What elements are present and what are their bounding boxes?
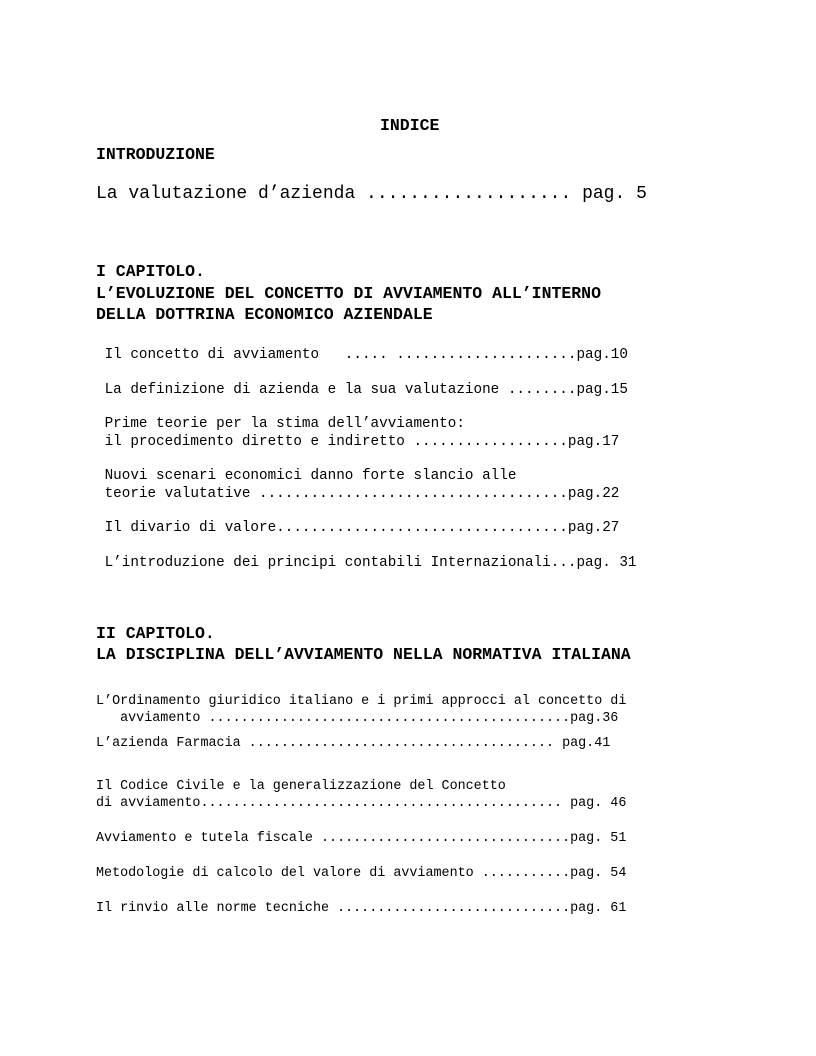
toc-entry: L’azienda Farmacia ...................................... pag.41 xyxy=(96,736,611,751)
intro-entry: La valutazione d’azienda ................... pag. 5 xyxy=(96,184,647,204)
toc-entry: Avviamento e tutela fiscale ...............................pag. 51 xyxy=(96,831,627,846)
chapter2-title: LA DISCIPLINA DELL’AVVIAMENTO NELLA NORMATIVA ITALIANA xyxy=(96,645,631,664)
toc-entry: La definizione di azienda e la sua valutazione ........pag.15 xyxy=(96,382,628,398)
toc-entry: Nuovi scenari economici danno forte slancio alle xyxy=(96,468,517,484)
toc-entry: Prime teorie per la stima dell’avviamento: xyxy=(96,416,465,432)
index-title: INDICE xyxy=(380,116,440,135)
toc-entry: Il divario di valore..................................pag.27 xyxy=(96,520,620,536)
toc-entry: Il rinvio alle norme tecniche .............................pag. 61 xyxy=(96,901,627,916)
chapter1-label: I CAPITOLO. xyxy=(96,262,205,281)
chapter2-label: II CAPITOLO. xyxy=(96,624,215,643)
toc-entry: teorie valutative ....................................pag.22 xyxy=(96,486,620,502)
toc-entry: Il concetto di avviamento ..... .....................pag.10 xyxy=(96,347,628,363)
toc-entry: il procedimento diretto e indiretto ..................pag.17 xyxy=(96,434,620,450)
toc-entry: L’Ordinamento giuridico italiano e i primi approcci al concetto di xyxy=(96,694,627,709)
toc-entry: di avviamento............................................. pag. 46 xyxy=(96,796,627,811)
toc-entry: Il Codice Civile e la generalizzazione del Concetto xyxy=(96,779,506,794)
toc-entry: avviamento .............................................pag.36 xyxy=(96,711,619,726)
intro-heading: INTRODUZIONE xyxy=(96,145,215,164)
chapter1-title-line1: L’EVOLUZIONE DEL CONCETTO DI AVVIAMENTO ALL’INTERNO xyxy=(96,284,601,303)
chapter1-title-line2: DELLA DOTTRINA ECONOMICO AZIENDALE xyxy=(96,305,433,324)
toc-entry: Metodologie di calcolo del valore di avviamento ...........pag. 54 xyxy=(96,866,627,881)
toc-entry: L’introduzione dei principi contabili Internazionali...pag. 31 xyxy=(96,555,637,571)
